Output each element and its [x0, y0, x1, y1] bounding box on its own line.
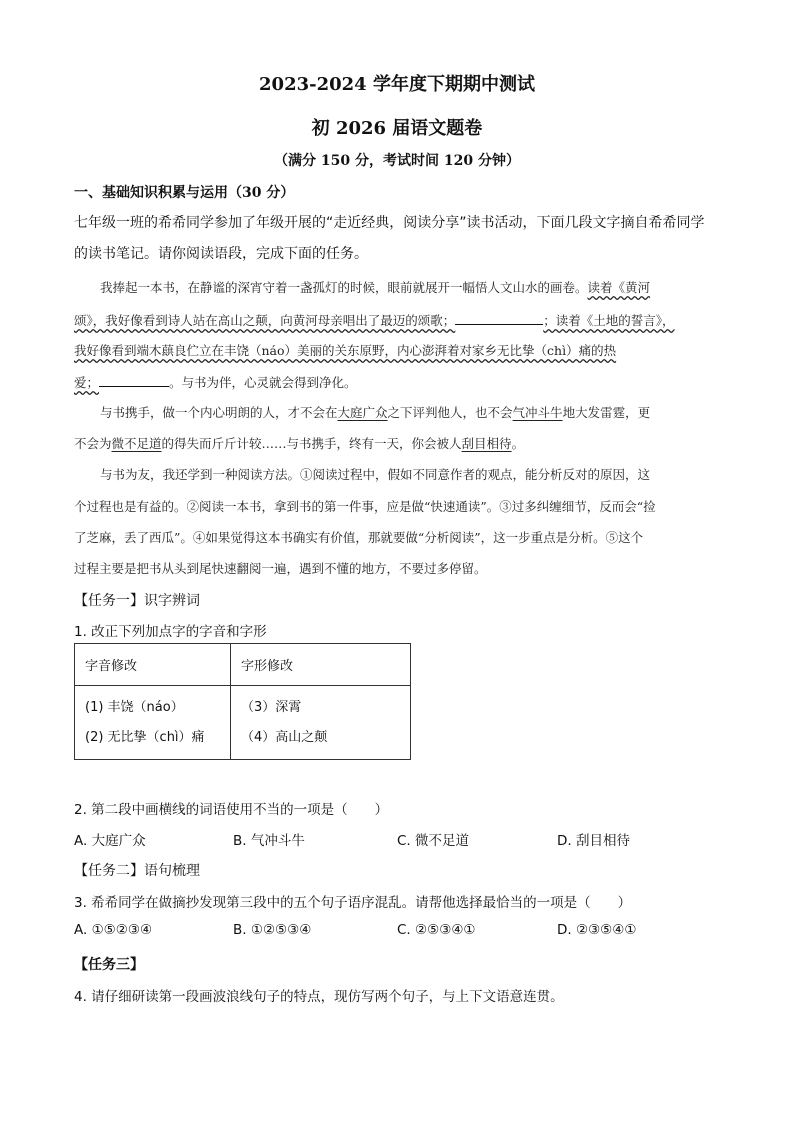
- passage2-text: 。: [511, 436, 525, 451]
- question-3: 3. 希希同学在做摘抄发现第三段中的五个句子语序混乱。请帮他选择最恰当的一项是（ ）: [74, 895, 632, 911]
- passage3-line-3: 了芝麻，丢了西瓜”。④如果觉得这本书确实有价值，那就要做“分析阅读”，这一步重点是分析。⑤这个: [74, 530, 644, 545]
- section-heading: 一、基础知识积累与运用（30 分）: [74, 185, 295, 201]
- task-three-label: 【任务三】: [74, 957, 144, 973]
- passage3-line-2: 个过程也是有益的。②阅读一本书，拿到书的第一件事，应是做“快速通读”。③过多纠缠细节，反而会“捡: [74, 499, 656, 514]
- exam-subtitle: 初 2026 届语文题卷: [311, 118, 483, 139]
- passage1-line-1: [100, 278, 650, 296]
- passage2-text: 的得失而斤斤计较……与书携手，终有一天，你会被人: [161, 436, 462, 451]
- intro-line-2: 的读书笔记。请你阅读语段，完成下面的任务。: [74, 246, 368, 262]
- table-header-character: 字形修改: [231, 644, 411, 686]
- option-d[interactable]: D. 刮目相待: [557, 833, 630, 849]
- task-one-label: 【任务一】识字辨词: [74, 593, 200, 609]
- wavy-sentence: 爱；: [74, 375, 100, 390]
- passage1-line-3: [74, 341, 616, 359]
- passage2-text: 不会为: [74, 436, 112, 451]
- exam-info: （满分 150 分，考试时间 120 分钟）: [274, 153, 520, 169]
- option-b[interactable]: B. ①②⑤③④: [233, 922, 312, 938]
- underlined-word: 刮目相待: [461, 436, 512, 451]
- question-1: 1. 改正下列加点字的字音和字形: [74, 624, 267, 640]
- passage2-line-2: [74, 434, 524, 452]
- underlined-word: 微不足道: [111, 436, 162, 451]
- passage1-line-2: [74, 310, 675, 329]
- passage3-line-1: 与书为友，我还学到一种阅读方法。①阅读过程中，假如不同意作者的观点，能分析反对的原因，这: [100, 467, 651, 482]
- task-two-label: 【任务二】语句梳理: [74, 863, 200, 879]
- question-2: 2. 第二段中画横线的词语使用不当的一项是（ ）: [74, 802, 389, 818]
- table-item: (1) 丰饶（náo）: [85, 699, 184, 715]
- wavy-sentence: 我好像看到端木蕻良伫立在丰饶（náo）美丽的关东原野，内心澎湃着对家乡无比挚（chì）痛的热: [74, 343, 617, 358]
- intro-line-1: 七年级一班的希希同学参加了年级开展的“走近经典，阅读分享”读书活动，下面几段文字摘自希希同学: [74, 215, 705, 231]
- underlined-word: 气冲斗牛: [512, 405, 563, 420]
- table-header-pronunciation: 字音修改: [75, 644, 231, 686]
- passage2-text: 之下评判他人，也不会: [387, 405, 513, 420]
- answer-blank[interactable]: [99, 372, 169, 387]
- underlined-word: 大庭广众: [337, 405, 388, 420]
- option-b[interactable]: B. 气冲斗牛: [233, 833, 305, 849]
- wavy-sentence: 颂》，我好像看到诗人站在高山之颠，向黄河母亲唱出了最迈的颂歌；: [74, 313, 456, 328]
- passage1-line-4: [74, 372, 357, 391]
- question-4: 4. 请仔细研读第一段画波浪线句子的特点，现仿写两个句子，与上下文语意连贯。: [74, 989, 564, 1005]
- table-item: （3）深霄: [241, 699, 302, 715]
- option-a[interactable]: A. ①⑤②③④: [74, 922, 153, 938]
- option-c[interactable]: C. ②⑤③④①: [397, 922, 476, 938]
- passage2-text: 地大发雷霆，更: [562, 405, 651, 420]
- correction-table: [74, 643, 411, 760]
- table-cell-pronunciation: [75, 686, 231, 760]
- table-cell-character: [231, 686, 411, 760]
- option-a[interactable]: A. 大庭广众: [74, 833, 146, 849]
- exam-title: 2023-2024 学年度下期期中测试: [259, 74, 535, 95]
- option-c[interactable]: C. 微不足道: [397, 833, 470, 849]
- passage1-text: 。与书为伴，心灵就会得到净化。: [169, 375, 357, 390]
- table-item: (2) 无比挚（chì）痛: [85, 729, 205, 745]
- passage2-text: 与书携手，做一个内心明朗的人，才不会在: [100, 405, 338, 420]
- answer-blank[interactable]: [455, 310, 543, 325]
- passage2-line-1: [100, 403, 650, 421]
- table-item: （4）高山之颠: [241, 729, 328, 745]
- wavy-sentence: ；读着《土地的誓言》，: [543, 313, 675, 328]
- option-d[interactable]: D. ②③⑤④①: [557, 922, 637, 938]
- passage3-line-4: 过程主要是把书从头到尾快速翻阅一遍，遇到不懂的地方，不要过多停留。: [74, 561, 487, 576]
- passage1-text: 我捧起一本书，在静谧的深宵守着一盏孤灯的时候，眼前就展开一幅悟人文山水的画卷。: [100, 280, 588, 295]
- wavy-sentence: 读着《黄河: [587, 280, 651, 295]
